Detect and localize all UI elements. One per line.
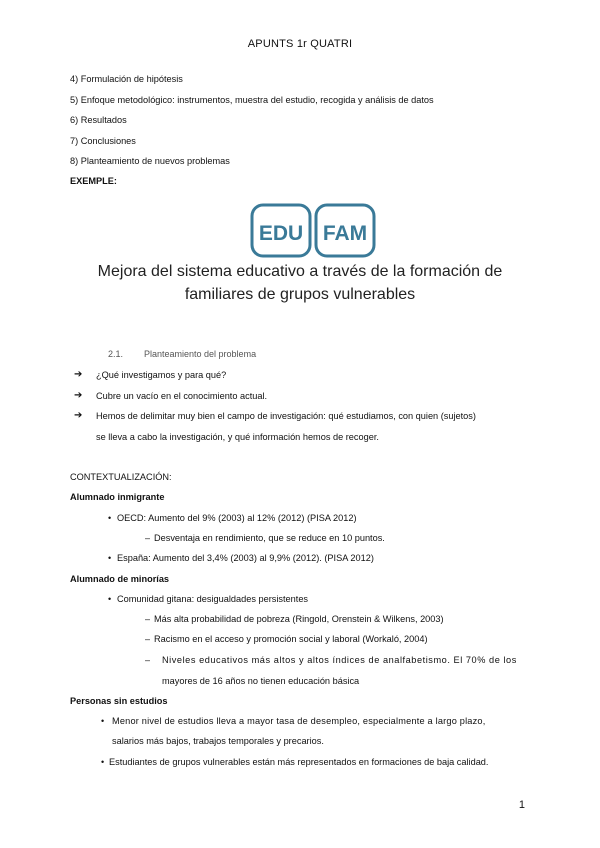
list-item-continuation: salarios más bajos, trabajos temporales y precarios. (112, 736, 324, 746)
section-title: Planteamiento del problema (144, 349, 257, 359)
project-title-line1: Mejora del sistema educativo a través de la formación de (97, 263, 503, 280)
list-item: Hemos de delimitar muy bien el campo de investigación: qué estudiamos, con quien (sujetos) (96, 411, 476, 421)
logo-left-text: EDU (258, 222, 304, 245)
list-item: Cubre un vacío en el conocimiento actual. (96, 391, 268, 401)
group-heading-immigrant: Alumnado inmigrante (70, 492, 165, 502)
dash-icon: – (145, 655, 151, 665)
group-heading-no-studies: Personas sin estudios (70, 696, 168, 706)
bullet-icon: • (108, 553, 112, 563)
list-item: 6) Resultados (70, 115, 127, 125)
logo-right-text: FAM (322, 222, 368, 245)
page-number: 1 (518, 799, 525, 811)
dash-icon: – (145, 614, 151, 624)
page-header: APUNTS 1r QUATRI (247, 38, 353, 50)
list-item: 4) Formulación de hipótesis (70, 74, 183, 84)
bullet-icon: • (108, 594, 112, 604)
section-heading (108, 349, 256, 359)
list-item: Desventaja en rendimiento, que se reduce en 10 puntos. (154, 533, 385, 543)
list-item: Racismo en el acceso y promoción social y laboral (Workaló, 2004) (154, 634, 428, 644)
list-item: 8) Planteamiento de nuevos problemas (70, 156, 230, 166)
list-item: Estudiantes de grupos vulnerables están más representados en formaciones de baja calidad. (109, 757, 489, 767)
bullet-icon: • (108, 513, 112, 523)
context-heading: CONTEXTUALIZACIÓN: (70, 472, 172, 482)
list-item: ¿Qué investigamos y para qué? (96, 370, 227, 380)
edufam-logo (250, 203, 376, 258)
arrow-icon: ➔ (74, 390, 83, 401)
list-item: 7) Conclusiones (70, 136, 136, 146)
example-label: EXEMPLE: (70, 176, 117, 186)
list-item: Más alta probabilidad de pobreza (Ringold, Orenstein & Wilkens, 2003) (154, 614, 444, 624)
section-number: 2.1. (108, 349, 124, 359)
bullet-icon: • (101, 757, 105, 767)
dash-icon: – (145, 634, 151, 644)
group-heading-minorities: Alumnado de minorías (70, 574, 170, 584)
dash-icon: – (145, 533, 151, 543)
list-item-continuation: mayores de 16 años no tienen educación básica (162, 676, 360, 686)
list-item: Comunidad gitana: desigualdades persistentes (117, 594, 309, 604)
list-item: Niveles educativos más altos y altos índices de analfabetismo. El 70% de los (162, 655, 517, 665)
list-item: OECD: Aumento del 9% (2003) al 12% (2012) (PISA 2012) (117, 513, 357, 523)
list-item: Menor nivel de estudios lleva a mayor tasa de desempleo, especialmente a largo plazo, (112, 716, 486, 726)
list-item: 5) Enfoque metodológico: instrumentos, muestra del estudio, recogida y análisis de datos (70, 95, 434, 105)
bullet-icon: • (101, 716, 105, 726)
list-item: España: Aumento del 3,4% (2003) al 9,9% (2012). (PISA 2012) (117, 553, 374, 563)
project-title-line2: familiares de grupos vulnerables (184, 286, 416, 303)
list-item-continuation: se lleva a cabo la investigación, y qué información hemos de recoger. (96, 432, 379, 442)
arrow-icon: ➔ (74, 410, 83, 421)
arrow-icon: ➔ (74, 369, 83, 380)
